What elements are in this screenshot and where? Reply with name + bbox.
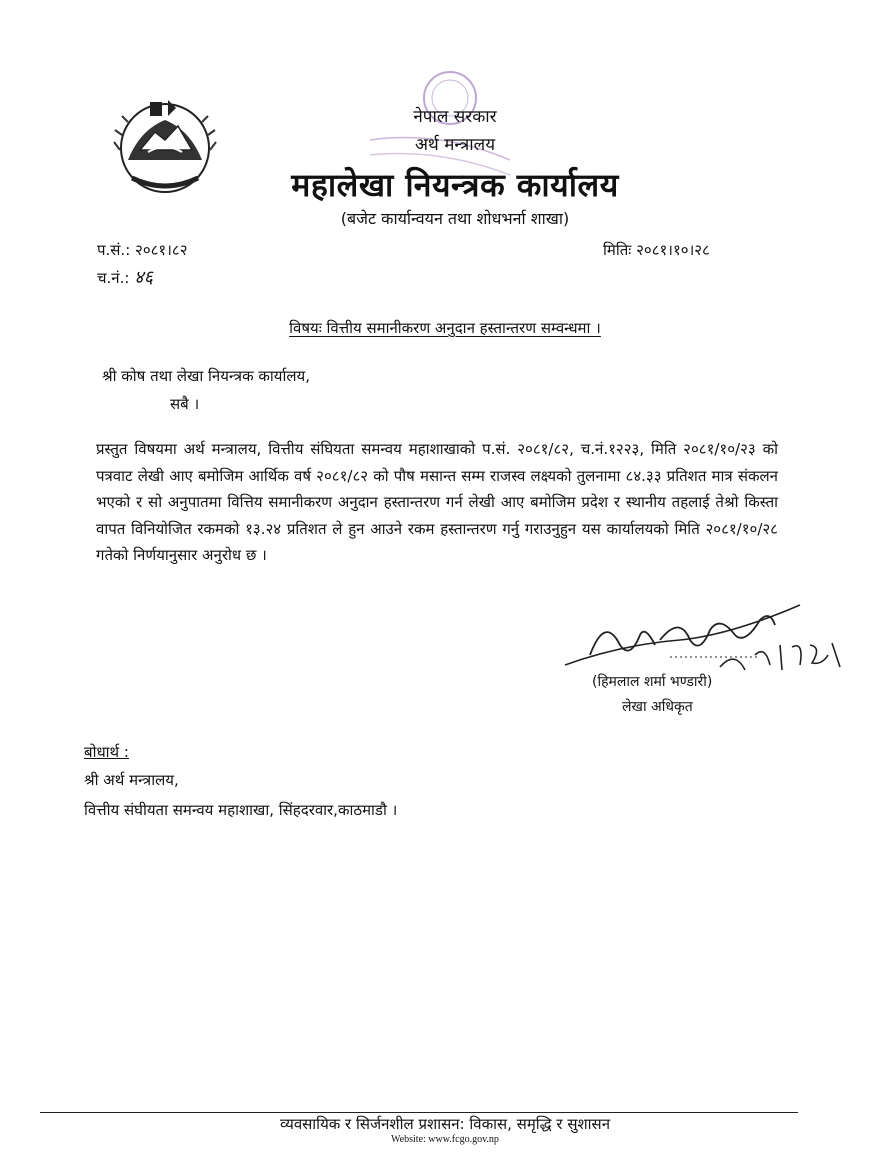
- branch-name: (बजेट कार्यान्वयन तथा शोधभर्ना शाखा): [340, 209, 570, 228]
- recipient-line-1: श्री कोष तथा लेखा नियन्त्रक कार्यालय,: [102, 367, 310, 385]
- ministry-name: अर्थ मन्त्रालय: [414, 135, 496, 155]
- government-name: नेपाल सरकार: [413, 107, 497, 127]
- reference-number: प.सं.: २०८१।८२: [97, 241, 188, 259]
- letter-date: मितिः २०८१।१०।२८: [603, 241, 710, 259]
- recipient-line-2: सबै ।: [170, 395, 200, 413]
- footer-motto: व्यवसायिक र सिर्जनशील प्रशासन: विकास, समृद्धि र सुशासन: [279, 1115, 611, 1133]
- cc-label: बोधार्थ :: [84, 743, 129, 761]
- cc-line-2: वित्तीय संघीयता समन्वय महाशाखा, सिंहदरवार,काठमाडौ ।: [84, 801, 398, 819]
- cc-line-1: श्री अर्थ मन्त्रालय,: [84, 771, 179, 789]
- signer-title: लेखा अधिकृत: [622, 699, 693, 715]
- footer-divider: [40, 1112, 798, 1113]
- chalani-number: [97, 265, 153, 289]
- chalani-label: च.नं.:: [97, 269, 130, 287]
- letter-body: प्रस्तुत विषयमा अर्थ मन्त्रालय, वित्तीय संघियता समन्वय महाशाखाको प.सं. २०८१/८२, च.नं.१२२३, मिति २०८१/१०/२३ को पत्रवाट लेखी आए बमोजिम आर्थिक वर्ष २०८१/८२ को पौष मसान्त सम्म राजस्व लक्ष्यको तुलनामा ८४.३३ प्रतिशत मात्र संकलन भएको र सो अनुपातमा वित्तिय समानीकरण अनुदान हस्तान्तरण गर्न लेखी आए बमोजिम प्रदेश र स्थानीय तहलाई तेश्रो किस्ता वापत विनियोजित रकमको १३.२४ प्रतिशत ले हुन आउने रकम हस्तान्तरण गर्नु गराउनुहुन यस कार्यालयको मिति २०८१/१०/२८ गतेको निर्णयानुसार अनुरोध छ ।: [96, 440, 778, 564]
- chalani-value: ४६: [134, 267, 153, 288]
- subject-line: [0, 318, 890, 338]
- signer-name: (हिमलाल शर्मा भण्डारी): [592, 674, 713, 690]
- signature-icon: [560, 585, 860, 685]
- footer-website: Website: www.fcgo.gov.np: [391, 1134, 499, 1145]
- subject-text: विषयः वित्तीय समानीकरण अनुदान हस्तान्तरण सम्वन्धमा ।: [289, 319, 601, 337]
- office-title: महालेखा नियन्त्रक कार्यालय: [291, 166, 619, 204]
